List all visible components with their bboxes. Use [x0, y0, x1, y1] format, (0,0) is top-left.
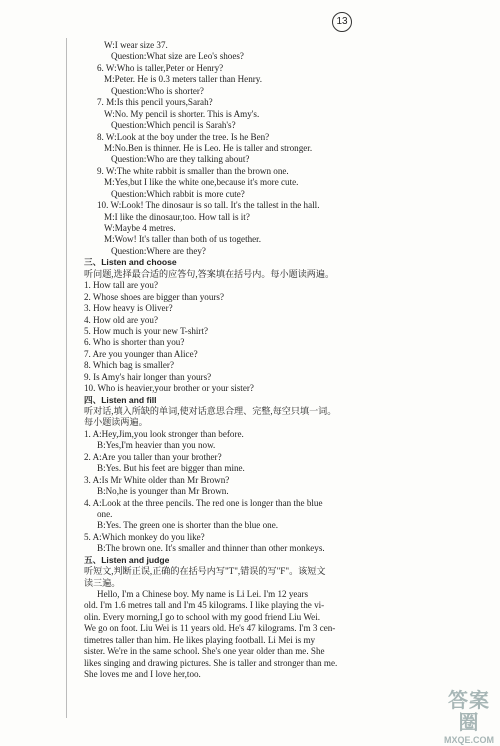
text-line: 6. Who is shorter than you? [84, 337, 185, 348]
text-line: 每小题读两遍。 [84, 417, 148, 428]
text-line: 听问题,选择最合适的应答句,答案填在括号内。每小题读两遍。 [84, 268, 335, 279]
text-line: 8. W:Look at the boy under the tree. Is he Ben? [97, 131, 270, 142]
section-heading: 四、Listen and fill [84, 394, 157, 405]
margin-rule [66, 38, 67, 718]
text-line: B:The brown one. It's smaller and thinner than other monkeys. [97, 543, 325, 554]
section-heading: 五、Listen and judge [84, 554, 170, 565]
text-line: M:No.Ben is thinner. He is Leo. He is taller and stronger. [104, 142, 313, 153]
text-line: Question:What size are Leo's shoes? [111, 51, 244, 62]
text-line: old. I'm 1.6 metres tall and I'm 45 kilograms. I like playing the vi- [84, 600, 325, 611]
text-line: Question:Which rabbit is more cute? [111, 188, 245, 199]
text-line: 2. Whose shoes are bigger than yours? [84, 291, 224, 302]
text-line: olin. Every morning,I go to school with my good friend Liu Wei. [84, 611, 321, 622]
text-line: likes singing and drawing pictures. She is taller and stronger than me. [84, 657, 338, 668]
text-line: 8. Which bag is smaller? [84, 360, 174, 371]
text-line: 6. W:Who is taller,Peter or Henry? [97, 62, 224, 73]
text-line: 7. Are you younger than Alice? [84, 348, 198, 359]
text-line: 1. A:Hey,Jim,you look stronger than before. [84, 428, 244, 439]
text-line: 3. A:Is Mr White older than Mr Brown? [84, 474, 230, 485]
text-line: 听短文,判断正误,正确的在括号内写"T",错误的写"F"。该短文 [84, 566, 326, 577]
text-line: 1. How tall are you? [84, 280, 158, 291]
text-line: 10. W:Look! The dinosaur is so tall. It's the tallest in the hall. [97, 200, 320, 211]
text-line: Question:Who is shorter? [111, 85, 204, 96]
watermark-line2: MXQE.COM [443, 735, 494, 745]
text-line: W:I wear size 37. [104, 40, 168, 50]
watermark-line1: 答案圈 [448, 690, 490, 734]
section-heading: 三、Listen and choose [84, 257, 177, 268]
text-line: M:Peter. He is 0.3 meters taller than Henry. [104, 74, 263, 85]
text-line: 3. How heavy is Oliver? [84, 303, 173, 314]
page-number: 13 [332, 12, 352, 32]
text-line: 听对话,填入所缺的单词,使对话意思合理、完整,每空只填一词。 [84, 406, 337, 416]
text-line: 4. A:Look at the three pencils. The red one is longer than the blue [84, 497, 323, 508]
watermark-logo [440, 690, 498, 745]
text-line: W:No. My pencil is shorter. This is Amy's. [104, 108, 260, 119]
text-line: sister. We're in the same school. She's one year older than me. She [84, 646, 325, 657]
text-line: 5. How much is your new T-shirt? [84, 325, 209, 336]
text-line: 2. A:Are you taller than your brother? [84, 451, 222, 462]
text-line: M:Yes,but I like the white one,because it's more cute. [104, 177, 299, 188]
text-line: 9. Is Amy's hair longer than yours? [84, 371, 212, 382]
text-line: Hello, I'm a Chinese boy. My name is Li Lei. I'm 12 years [97, 589, 309, 599]
text-line: 9. W:The white rabbit is smaller than the brown one. [97, 165, 289, 176]
text-line: B:Yes,I'm heavier than you now. [97, 440, 216, 451]
text-line: She loves me and I love her,too. [84, 669, 201, 680]
text-line: 7. M:Is this pencil yours,Sarah? [97, 97, 213, 108]
document-body [84, 40, 489, 681]
text-line: timetres taller than him. He likes playing football. Li Mei is my [84, 634, 316, 645]
text-line: M:I like the dinosaur,too. How tall is it? [104, 211, 250, 222]
text-line: B:Yes. The green one is shorter than the blue one. [97, 520, 278, 531]
text-line: B:No,he is younger than Mr Brown. [97, 486, 229, 497]
text-line: Question:Where are they? [111, 245, 206, 256]
text-line: Question:Which pencil is Sarah's? [111, 120, 236, 131]
text-line: We go on foot. Liu Wei is 11 years old. He's 47 kilograms. I'm 3 cen- [84, 623, 336, 634]
text-line: Question:Who are they talking about? [111, 154, 250, 165]
text-line: W:Maybe 4 metres. [104, 223, 176, 233]
text-line: 5. A:Which monkey do you like? [84, 531, 205, 542]
text-line: M:Wow! It's taller than both of us together. [104, 234, 261, 245]
text-line: B:Yes. But his feet are bigger than mine. [97, 463, 245, 474]
text-line: 10. Who is heavier,your brother or your sister? [84, 383, 254, 394]
text-line: one. [97, 508, 113, 519]
text-line: 读三遍。 [84, 577, 121, 588]
text-line: 4. How old are you? [84, 314, 158, 325]
